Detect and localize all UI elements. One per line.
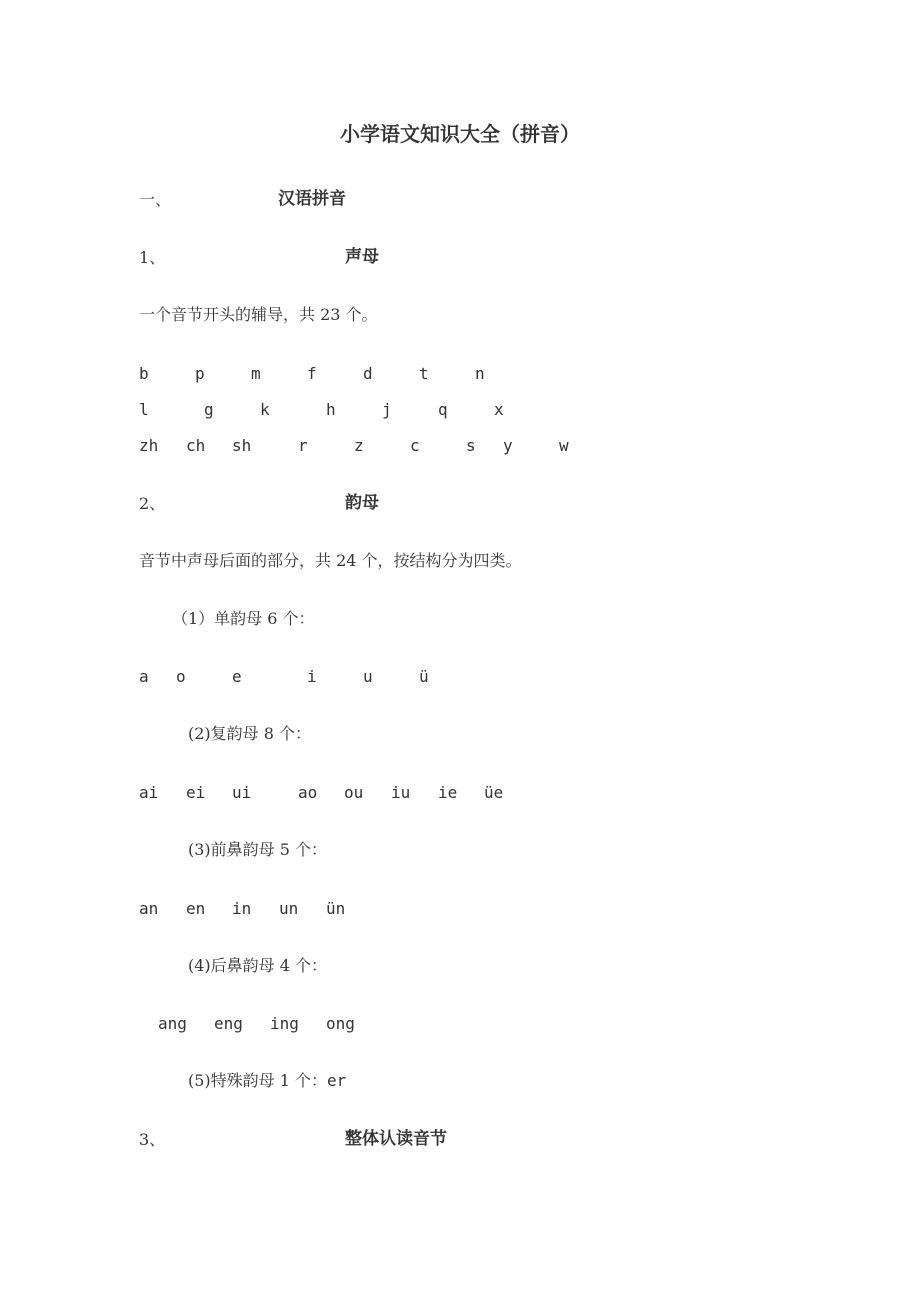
final: ie	[438, 783, 458, 802]
single-finals-row	[0, 669, 920, 689]
single-finals-label: （1）单韵母 6 个：	[172, 609, 315, 628]
special-finals-label: (5)特殊韵母 1 个：	[188, 1071, 328, 1090]
final: iu	[391, 783, 411, 802]
final: o	[176, 667, 186, 686]
initials-row	[0, 366, 920, 386]
initial: k	[260, 400, 270, 419]
initial: ch	[186, 436, 206, 455]
initial: p	[195, 364, 205, 383]
initial: r	[298, 436, 308, 455]
initials-row	[0, 438, 920, 458]
final: ang	[158, 1014, 187, 1033]
final: ong	[326, 1014, 355, 1033]
initial: t	[419, 364, 429, 383]
final: ou	[344, 783, 364, 802]
final: i	[307, 667, 317, 686]
final: ui	[232, 783, 252, 802]
initial: sh	[232, 436, 252, 455]
final: ing	[270, 1014, 299, 1033]
initial: g	[204, 400, 214, 419]
initials-description: 一个音节开头的辅导，共 23 个。	[139, 305, 378, 324]
subsection-number: 1、	[139, 248, 166, 267]
initial: f	[307, 364, 317, 383]
initial: b	[139, 364, 149, 383]
back-nasal-finals-label: (4)后鼻韵母 4 个：	[188, 956, 328, 975]
initial: l	[139, 400, 149, 419]
final: ei	[186, 783, 206, 802]
initial: m	[251, 364, 261, 383]
initial: zh	[139, 436, 159, 455]
subsection-number: 2、	[139, 494, 166, 513]
initials-row	[0, 402, 920, 422]
compound-finals-row	[0, 785, 920, 805]
front-nasal-finals-label: (3)前鼻韵母 5 个：	[188, 840, 328, 859]
front-nasal-finals-row	[0, 901, 920, 921]
section-heading: 汉语拼音	[278, 189, 346, 209]
subsection-heading: 韵母	[345, 493, 379, 513]
subsection-heading: 整体认读音节	[345, 1129, 447, 1149]
subsection-number: 3、	[139, 1130, 166, 1149]
initial: w	[559, 436, 569, 455]
final: eng	[214, 1014, 243, 1033]
final: üe	[484, 783, 504, 802]
initial: h	[326, 400, 336, 419]
section-number: 一、	[139, 190, 172, 209]
finals-description: 音节中声母后面的部分，共 24 个，按结构分为四类。	[139, 551, 522, 570]
initial: z	[354, 436, 364, 455]
initial: s	[466, 436, 476, 455]
final: in	[232, 899, 252, 918]
final: ai	[139, 783, 159, 802]
page-title: 小学语文知识大全（拼音）	[340, 122, 580, 146]
final: u	[363, 667, 373, 686]
special-final: er	[327, 1071, 347, 1090]
final: en	[186, 899, 206, 918]
initial: c	[410, 436, 420, 455]
back-nasal-finals-row	[0, 1016, 920, 1036]
final: ü	[419, 667, 429, 686]
final: e	[232, 667, 242, 686]
initial: q	[438, 400, 448, 419]
initial: y	[503, 436, 513, 455]
initial: j	[382, 400, 392, 419]
special-finals-line	[188, 1073, 346, 1089]
compound-finals-label: (2)复韵母 8 个：	[188, 724, 312, 743]
final: ao	[298, 783, 318, 802]
initial: d	[363, 364, 373, 383]
final: a	[139, 667, 149, 686]
initial: x	[494, 400, 504, 419]
subsection-heading: 声母	[345, 247, 379, 267]
final: ün	[326, 899, 346, 918]
initial: n	[475, 364, 485, 383]
final: un	[279, 899, 299, 918]
final: an	[139, 899, 159, 918]
